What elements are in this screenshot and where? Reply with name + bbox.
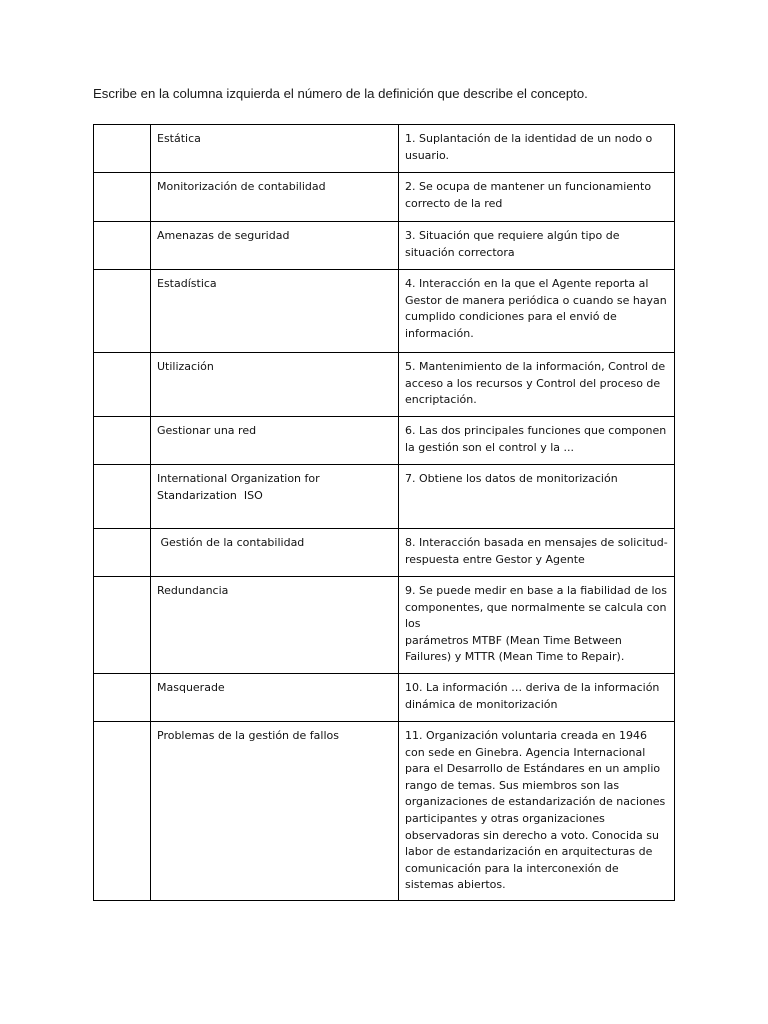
table-row: [94, 465, 675, 529]
definition-cell: 1. Suplantación de la identidad de un nodo o usuario.: [399, 125, 675, 173]
answer-cell[interactable]: [94, 353, 151, 417]
definition-cell: 9. Se puede medir en base a la fiabilidad de los componentes, que normalmente se calcula con los parámetros MTBF (Mean Time Between Failures) y MTTR (Mean Time to Repair).: [399, 577, 675, 674]
answer-cell[interactable]: [94, 465, 151, 529]
answer-cell[interactable]: [94, 125, 151, 173]
concept-cell: International Organization for Standarization ISO: [151, 465, 399, 529]
answer-cell[interactable]: [94, 722, 151, 901]
table-row: [94, 270, 675, 353]
table-row: [94, 722, 675, 901]
definition-cell: 8. Interacción basada en mensajes de solicitud-respuesta entre Gestor y Agente: [399, 529, 675, 577]
table-row: [94, 529, 675, 577]
definition-cell: 4. Interacción en la que el Agente reporta al Gestor de manera periódica o cuando se hayan cumplido condiciones para el envió de información.: [399, 270, 675, 353]
table-row: [94, 674, 675, 722]
answer-cell[interactable]: [94, 270, 151, 353]
definition-cell: 10. La información … deriva de la información dinámica de monitorización: [399, 674, 675, 722]
instruction-text: Escribe en la columna izquierda el número de la definición que describe el concepto.: [93, 86, 588, 101]
matching-table: [93, 124, 675, 901]
answer-cell[interactable]: [94, 417, 151, 465]
table-body: [94, 125, 675, 901]
concept-cell: Masquerade: [151, 674, 399, 722]
concept-cell: Redundancia: [151, 577, 399, 674]
answer-cell[interactable]: [94, 222, 151, 270]
answer-cell[interactable]: [94, 529, 151, 577]
concept-cell: Problemas de la gestión de fallos: [151, 722, 399, 901]
definition-cell: 2. Se ocupa de mantener un funcionamiento correcto de la red: [399, 173, 675, 222]
concept-cell: Monitorización de contabilidad: [151, 173, 399, 222]
definition-cell: 6. Las dos principales funciones que componen la gestión son el control y la ...: [399, 417, 675, 465]
table-row: [94, 417, 675, 465]
table-row: [94, 173, 675, 222]
table-row: [94, 125, 675, 173]
answer-cell[interactable]: [94, 173, 151, 222]
answer-cell[interactable]: [94, 674, 151, 722]
concept-cell: Estadística: [151, 270, 399, 353]
concept-cell: Amenazas de seguridad: [151, 222, 399, 270]
answer-cell[interactable]: [94, 577, 151, 674]
definition-cell: 11. Organización voluntaria creada en 1946 con sede en Ginebra. Agencia Internacional para el Desarrollo de Estándares en un amplio rango de temas. Sus miembros son las organizaciones de estandarización de naciones participantes y otras organizaciones observadoras sin derecho a voto. Conocida su labor de estandarización en arquitecturas de comunicación para la interconexión de sistemas abiertos.: [399, 722, 675, 901]
concept-cell: Estática: [151, 125, 399, 173]
table-row: [94, 577, 675, 674]
definition-cell: 3. Situación que requiere algún tipo de situación correctora: [399, 222, 675, 270]
table-row: [94, 353, 675, 417]
definition-cell: 7. Obtiene los datos de monitorización: [399, 465, 675, 529]
concept-cell: Gestionar una red: [151, 417, 399, 465]
definition-cell: 5. Mantenimiento de la información, Control de acceso a los recursos y Control del proceso de encriptación.: [399, 353, 675, 417]
concept-cell: Gestión de la contabilidad: [151, 529, 399, 577]
table-row: [94, 222, 675, 270]
concept-cell: Utilización: [151, 353, 399, 417]
